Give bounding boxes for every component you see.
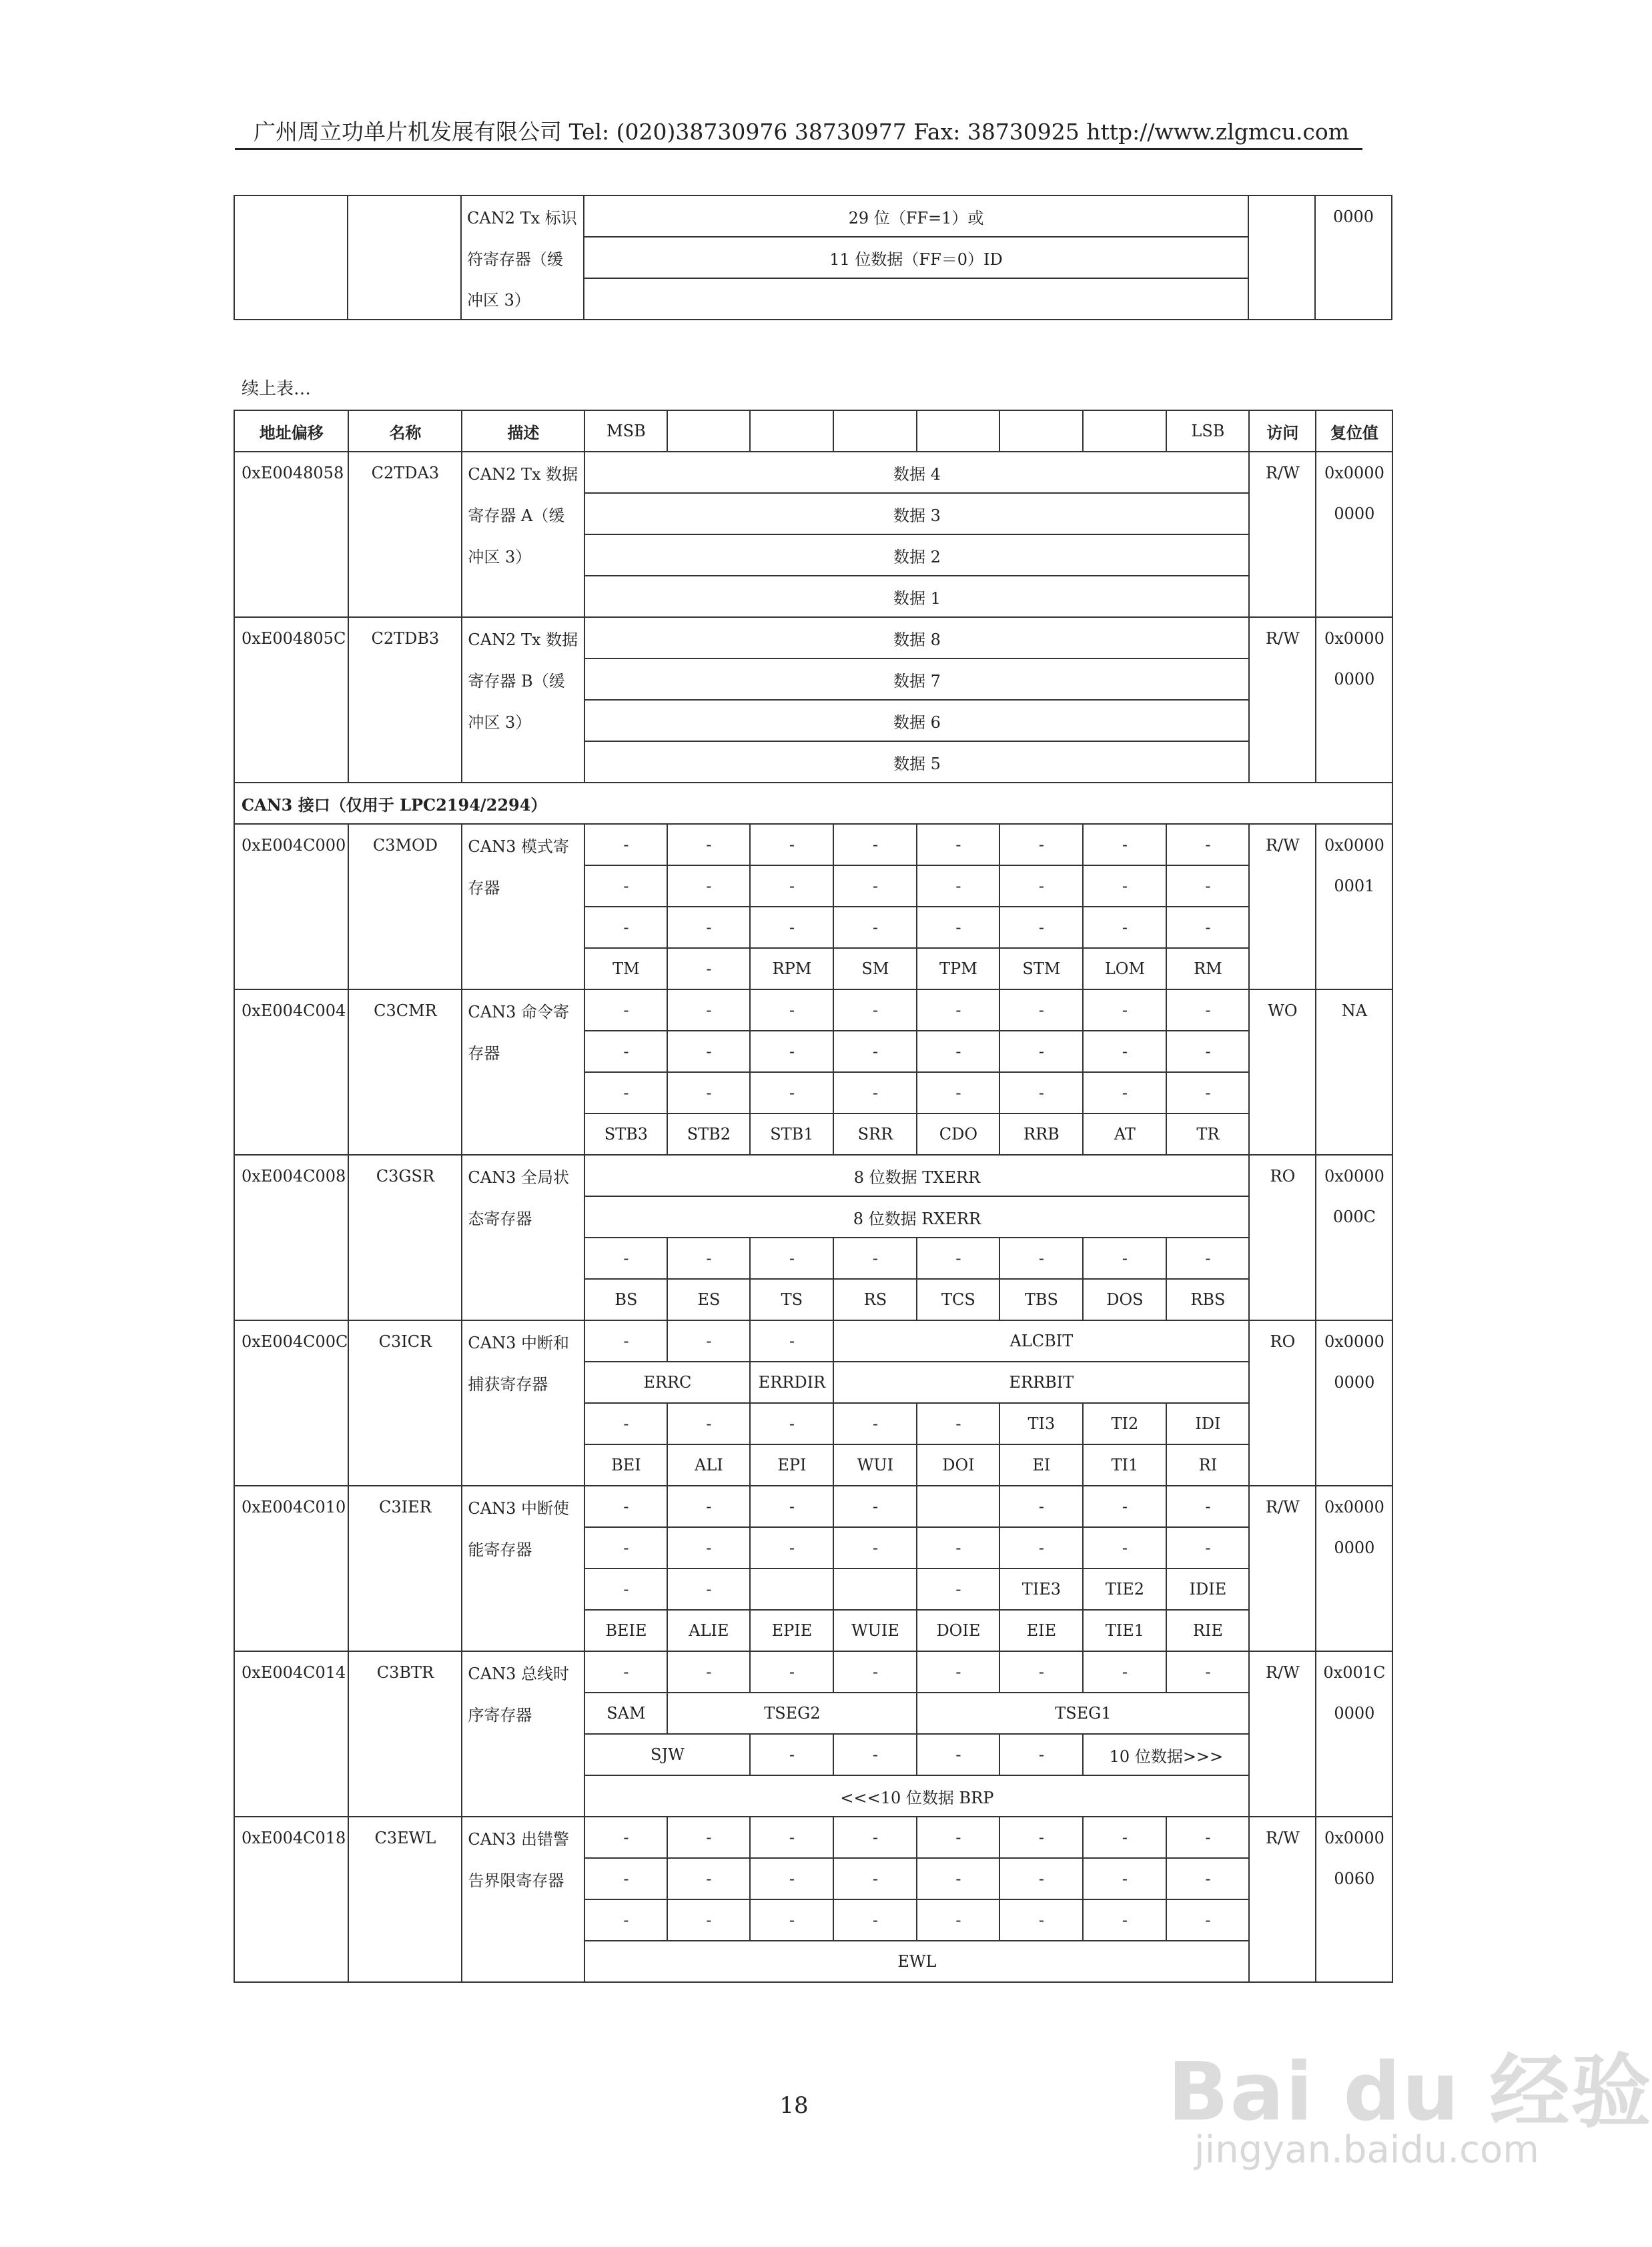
bit-cell: - (667, 1072, 750, 1113)
bit-cell: - (1083, 865, 1166, 907)
bit-cell: BEIE (584, 1610, 667, 1651)
bit-cell: - (750, 1734, 833, 1775)
table-row (234, 1320, 1392, 1362)
reg-reset: 0x0000 (1316, 1817, 1392, 1858)
reg-name: C3ICR (348, 1320, 462, 1362)
reg-access: R/W (1249, 824, 1316, 865)
reg-desc: CAN3 全局状 (462, 1155, 584, 1196)
bit-cell: - (999, 1858, 1083, 1899)
reg-reset: 0x0000 (1316, 452, 1392, 493)
reg-reset: NA (1316, 989, 1392, 1031)
reg-name: C3EWL (348, 1817, 462, 1858)
reg-reset: 0x0000 (1316, 1486, 1392, 1527)
col-lsb-header: LSB (1166, 410, 1249, 452)
bit-cell: - (917, 1238, 999, 1279)
bit-cell: - (999, 1817, 1083, 1858)
bit-cell: RPM (750, 948, 833, 989)
reg-desc: 存器 (462, 865, 584, 907)
section-title: CAN3 接口（仅用于 LPC2194/2294） (234, 783, 1392, 824)
bit-cell: - (999, 1031, 1083, 1072)
bit-cell: - (1083, 1899, 1166, 1941)
reg-addr: 0xE0048058 (234, 452, 348, 493)
data-field: ERRC (584, 1362, 750, 1403)
bit-cell: - (750, 989, 833, 1031)
bit-cell: AT (1083, 1113, 1166, 1155)
bit-cell: - (584, 1031, 667, 1072)
bit-cell: - (1083, 1486, 1166, 1527)
reg-addr: 0xE004C004 (234, 989, 348, 1031)
id-line-2: 11 位数据（FF＝0）ID (584, 237, 1248, 278)
bit-cell: - (917, 1031, 999, 1072)
bit-cell: DOIE (917, 1610, 999, 1651)
bit-cell: - (1166, 1486, 1249, 1527)
id-line-1: 29 位（FF=1）或 (584, 195, 1248, 237)
bit-cell: BS (584, 1279, 667, 1320)
data-field: TSEG2 (667, 1693, 917, 1734)
bit-cell: TIE3 (999, 1568, 1083, 1610)
reg-reset: 0x0000 (1316, 1320, 1392, 1362)
bit-cell: - (1083, 1527, 1166, 1568)
bit-cell: - (584, 1568, 667, 1610)
bit-cell: - (750, 1072, 833, 1113)
reg-addr: 0xE004C010 (234, 1486, 348, 1527)
bit-cell: - (584, 1486, 667, 1527)
col-reset-header: 复位值 (1316, 410, 1392, 452)
bit-cell: - (1083, 1858, 1166, 1899)
reg-access: R/W (1249, 1817, 1316, 1858)
bit-cell: TI1 (1083, 1444, 1166, 1486)
desc-line: 冲区 3） (461, 278, 584, 320)
bit-cell: - (917, 1072, 999, 1113)
reg-desc: 冲区 3） (462, 700, 584, 741)
bit-cell: - (584, 1527, 667, 1568)
bit-cell: - (1166, 1899, 1249, 1941)
bit-cell: - (1166, 1817, 1249, 1858)
table-row (234, 1651, 1392, 1693)
bit-cell: - (1166, 1072, 1249, 1113)
reg-access: R/W (1249, 1486, 1316, 1527)
bit-cell: - (584, 865, 667, 907)
reg-reset: 0001 (1316, 865, 1392, 907)
reg-addr: 0xE004C014 (234, 1651, 348, 1693)
bit-cell: - (917, 1568, 999, 1610)
reg-desc: CAN3 命令寄 (462, 989, 584, 1031)
baidu-watermark (1168, 2028, 1652, 2182)
reg-access: RO (1249, 1155, 1316, 1196)
bit-cell: - (750, 907, 833, 948)
id-line-3 (584, 278, 1248, 320)
bit-cell: - (1166, 1858, 1249, 1899)
bit-cell: - (667, 1858, 750, 1899)
bit-cell: - (1166, 1651, 1249, 1693)
bit-cell (833, 1568, 917, 1610)
top-register-table (234, 195, 1392, 320)
header-text: 广州周立功单片机发展有限公司 Tel: (020)38730976 38730977 Fax: 38730925 http://www.zlgmcu.com (254, 119, 1350, 145)
bit-cell (917, 1486, 999, 1527)
data-field: 数据 2 (584, 534, 1249, 576)
bit-cell: - (833, 1486, 917, 1527)
bit-cell: - (750, 1817, 833, 1858)
data-field: 数据 4 (584, 452, 1249, 493)
bit-cell: - (1166, 1031, 1249, 1072)
bit-cell: - (999, 1899, 1083, 1941)
page-header (235, 111, 1362, 150)
bit-cell: - (584, 1238, 667, 1279)
bit-cell: - (917, 1734, 999, 1775)
reg-name: C3MOD (348, 824, 462, 865)
data-field: 数据 1 (584, 576, 1249, 617)
bit-cell: - (584, 1072, 667, 1113)
watermark-url: jingyan.baidu.com (1194, 2128, 1539, 2172)
reg-reset: 0000 (1316, 1693, 1392, 1734)
bit-cell: - (833, 989, 917, 1031)
bit-cell: EIE (999, 1610, 1083, 1651)
reg-name: C3CMR (348, 989, 462, 1031)
bit-cell: - (584, 1403, 667, 1444)
table-row (234, 1486, 1392, 1527)
bit-cell: - (999, 1527, 1083, 1568)
desc-line: CAN2 Tx 标识 (461, 195, 584, 237)
bit-cell: - (833, 1899, 917, 1941)
bit-cell: TBS (999, 1279, 1083, 1320)
bit-cell: - (584, 1320, 667, 1362)
reg-desc: CAN3 中断和 (462, 1320, 584, 1362)
data-field: SJW (584, 1734, 750, 1775)
reg-desc: 冲区 3） (462, 534, 584, 576)
bit-cell: - (667, 865, 750, 907)
bit-cell: LOM (1083, 948, 1166, 989)
bit-cell: - (999, 1072, 1083, 1113)
bit-cell: SM (833, 948, 917, 989)
bit-cell (750, 1568, 833, 1610)
reg-reset: 0060 (1316, 1858, 1392, 1899)
data-field: 数据 5 (584, 741, 1249, 783)
reg-access: RO (1249, 1320, 1316, 1362)
data-field: 数据 7 (584, 658, 1249, 700)
bit-cell: - (667, 1899, 750, 1941)
bit-cell: - (750, 824, 833, 865)
bit-cell: - (999, 1238, 1083, 1279)
reg-access: WO (1249, 989, 1316, 1031)
reg-name: C3IER (348, 1486, 462, 1527)
bit-cell: STB1 (750, 1113, 833, 1155)
bit-cell: - (667, 824, 750, 865)
bit-cell: - (917, 1651, 999, 1693)
reg-reset: 0x001C (1316, 1651, 1392, 1693)
reg-name: C3BTR (348, 1651, 462, 1693)
bit-cell: - (584, 1858, 667, 1899)
bit-cell: - (750, 1238, 833, 1279)
reg-desc: CAN3 出错警 (462, 1817, 584, 1858)
reg-access: R/W (1249, 452, 1316, 493)
bit-cell: RBS (1166, 1279, 1249, 1320)
bit-cell: EPI (750, 1444, 833, 1486)
bit-cell: - (833, 1238, 917, 1279)
reg-desc: CAN2 Tx 数据 (462, 452, 584, 493)
data-field: EWL (584, 1941, 1249, 1982)
bit-cell: - (667, 1568, 750, 1610)
bit-cell: BEI (584, 1444, 667, 1486)
bit-cell: - (584, 989, 667, 1031)
bit-cell: TM (584, 948, 667, 989)
bit-cell: IDIE (1166, 1568, 1249, 1610)
bit-cell: EPIE (750, 1610, 833, 1651)
bit-cell: - (750, 1403, 833, 1444)
bit-cell: - (833, 1031, 917, 1072)
col-name-header: 名称 (348, 410, 462, 452)
bit-cell: - (1083, 824, 1166, 865)
table-header-row (234, 410, 1392, 452)
bit-cell: DOI (917, 1444, 999, 1486)
bit-cell: - (1166, 907, 1249, 948)
bit-cell: - (917, 1858, 999, 1899)
reg-desc: 序寄存器 (462, 1693, 584, 1734)
bit-cell: - (750, 1320, 833, 1362)
bit-cell: - (1083, 1238, 1166, 1279)
bit-cell: - (1083, 1817, 1166, 1858)
reg-reset: 0000 (1316, 493, 1392, 534)
bit-cell: STB3 (584, 1113, 667, 1155)
bit-cell: DOS (1083, 1279, 1166, 1320)
bit-cell: - (750, 1031, 833, 1072)
bit-cell: - (1083, 1072, 1166, 1113)
col-desc-header: 描述 (462, 410, 584, 452)
bit-cell: - (667, 989, 750, 1031)
reg-addr: 0xE004805C (234, 617, 348, 658)
reg-desc: CAN3 总线时 (462, 1651, 584, 1693)
bit-cell: - (1166, 865, 1249, 907)
bit-cell: - (750, 1651, 833, 1693)
bit-cell: - (999, 824, 1083, 865)
table-row (234, 452, 1392, 493)
data-field: 8 位数据 RXERR (584, 1196, 1249, 1238)
bit-cell: ALI (667, 1444, 750, 1486)
bit-cell: WUI (833, 1444, 917, 1486)
bit-cell: ES (667, 1279, 750, 1320)
watermark-brand: Bai du 经验 (1168, 2046, 1652, 2139)
bit-cell: - (1083, 1031, 1166, 1072)
bit-cell: - (999, 1486, 1083, 1527)
bit-cell: STB2 (667, 1113, 750, 1155)
reg-addr: 0xE004C000 (234, 824, 348, 865)
bit-cell: - (750, 865, 833, 907)
reg-reset: 0000 (1316, 1362, 1392, 1403)
bit-cell: WUIE (833, 1610, 917, 1651)
reg-desc: CAN2 Tx 数据 (462, 617, 584, 658)
reg-desc: 寄存器 B（缓 (462, 658, 584, 700)
bit-cell: - (667, 1527, 750, 1568)
bit-cell: - (917, 1899, 999, 1941)
desc-line: 符寄存器（缓 (461, 237, 584, 278)
bit-cell: - (999, 1734, 1083, 1775)
bit-cell: - (1083, 1651, 1166, 1693)
data-field: 10 位数据>>> (1083, 1734, 1249, 1775)
reg-addr: 0xE004C008 (234, 1155, 348, 1196)
bit-cell: - (917, 907, 999, 948)
reg-reset: 0x0000 (1316, 1155, 1392, 1196)
bit-cell: SRR (833, 1113, 917, 1155)
bit-cell: - (833, 1858, 917, 1899)
continued-label: 续上表… (242, 379, 312, 399)
data-field: SAM (584, 1693, 667, 1734)
register-table (234, 410, 1393, 1983)
bit-cell: - (1166, 1238, 1249, 1279)
data-field: ERRBIT (833, 1362, 1249, 1403)
reg-addr: 0xE004C018 (234, 1817, 348, 1858)
reg-desc: CAN3 中断使 (462, 1486, 584, 1527)
bit-cell: - (667, 1403, 750, 1444)
bit-cell: - (584, 907, 667, 948)
bit-cell: - (999, 989, 1083, 1031)
bit-cell: EI (999, 1444, 1083, 1486)
bit-cell: - (1166, 989, 1249, 1031)
bit-cell: TIE2 (1083, 1568, 1166, 1610)
data-field: 数据 8 (584, 617, 1249, 658)
bit-cell: - (667, 1320, 750, 1362)
bit-cell: TS (750, 1279, 833, 1320)
bit-cell: - (584, 1899, 667, 1941)
bit-cell: RI (1166, 1444, 1249, 1486)
table-row (234, 989, 1392, 1031)
reg-desc: 捕获寄存器 (462, 1362, 584, 1403)
reg-name: C2TDA3 (348, 452, 462, 493)
bit-cell: - (833, 1403, 917, 1444)
bit-cell: - (999, 865, 1083, 907)
bit-cell: - (833, 1817, 917, 1858)
bit-cell: - (833, 824, 917, 865)
bit-cell: ALIE (667, 1610, 750, 1651)
page-number: 18 (779, 2092, 809, 2119)
data-field: 8 位数据 TXERR (584, 1155, 1249, 1196)
data-field: TSEG1 (917, 1693, 1249, 1734)
bit-cell: RM (1166, 948, 1249, 989)
bit-cell: - (584, 824, 667, 865)
bit-cell: - (999, 1651, 1083, 1693)
bit-cell: - (667, 1238, 750, 1279)
bit-cell: - (1083, 989, 1166, 1031)
bit-cell: - (667, 1651, 750, 1693)
bit-cell: - (999, 907, 1083, 948)
reg-reset: 0x0000 (1316, 617, 1392, 658)
bit-cell: - (750, 1486, 833, 1527)
bit-cell: - (833, 865, 917, 907)
col-addr-header: 地址偏移 (234, 410, 348, 452)
table-row (234, 617, 1392, 658)
reg-reset: 0000 (1316, 1527, 1392, 1568)
reg-access: R/W (1249, 617, 1316, 658)
bit-cell: - (917, 865, 999, 907)
bit-cell: STM (999, 948, 1083, 989)
reset-value: 0000 (1315, 195, 1392, 237)
bit-cell: TIE1 (1083, 1610, 1166, 1651)
reg-desc: 告界限寄存器 (462, 1858, 584, 1899)
bit-cell: - (1166, 824, 1249, 865)
reg-reset: 0000 (1316, 658, 1392, 700)
bit-cell: TI2 (1083, 1403, 1166, 1444)
bit-cell: - (833, 907, 917, 948)
bit-cell: TCS (917, 1279, 999, 1320)
bit-cell: RS (833, 1279, 917, 1320)
data-field: 数据 3 (584, 493, 1249, 534)
bit-cell: CDO (917, 1113, 999, 1155)
bit-cell: - (750, 1899, 833, 1941)
bit-cell: - (750, 1527, 833, 1568)
bit-cell: - (917, 1403, 999, 1444)
section-row (234, 783, 1392, 824)
bit-cell: - (917, 989, 999, 1031)
reg-desc: CAN3 模式寄 (462, 824, 584, 865)
reg-desc: 存器 (462, 1031, 584, 1072)
data-field: ALCBIT (833, 1320, 1249, 1362)
col-msb-header: MSB (584, 410, 667, 452)
bit-cell: - (750, 1858, 833, 1899)
bit-cell: - (584, 1651, 667, 1693)
reg-access: R/W (1249, 1651, 1316, 1693)
reg-name: C3GSR (348, 1155, 462, 1196)
bit-cell: - (1166, 1527, 1249, 1568)
bit-cell: - (667, 1031, 750, 1072)
reg-desc: 态寄存器 (462, 1196, 584, 1238)
bit-cell: - (833, 1527, 917, 1568)
data-field: ERRDIR (750, 1362, 833, 1403)
bit-cell: TPM (917, 948, 999, 989)
bit-cell: - (667, 948, 750, 989)
col-access-header: 访问 (1249, 410, 1316, 452)
bit-cell: - (667, 1486, 750, 1527)
bit-cell: - (833, 1734, 917, 1775)
data-field: 数据 6 (584, 700, 1249, 741)
reg-desc: 能寄存器 (462, 1527, 584, 1568)
table-row (234, 1817, 1392, 1858)
bit-cell: - (667, 907, 750, 948)
bit-cell: RIE (1166, 1610, 1249, 1651)
bit-cell: RRB (999, 1113, 1083, 1155)
reg-reset: 0x0000 (1316, 824, 1392, 865)
bit-cell: - (584, 1817, 667, 1858)
bit-cell: - (1083, 907, 1166, 948)
data-field: <<<10 位数据 BRP (584, 1775, 1249, 1817)
table-row (234, 1155, 1392, 1196)
bit-cell: - (667, 1817, 750, 1858)
bit-cell: TR (1166, 1113, 1249, 1155)
bit-cell: TI3 (999, 1403, 1083, 1444)
bit-cell: - (917, 1817, 999, 1858)
reg-addr: 0xE004C00C (234, 1320, 348, 1362)
table-row (234, 824, 1392, 865)
reg-reset: 000C (1316, 1196, 1392, 1238)
reg-name: C2TDB3 (348, 617, 462, 658)
bit-cell: - (833, 1072, 917, 1113)
bit-cell: - (917, 824, 999, 865)
bit-cell: - (833, 1651, 917, 1693)
reg-desc: 寄存器 A（缓 (462, 493, 584, 534)
bit-cell: IDI (1166, 1403, 1249, 1444)
bit-cell: - (917, 1527, 999, 1568)
